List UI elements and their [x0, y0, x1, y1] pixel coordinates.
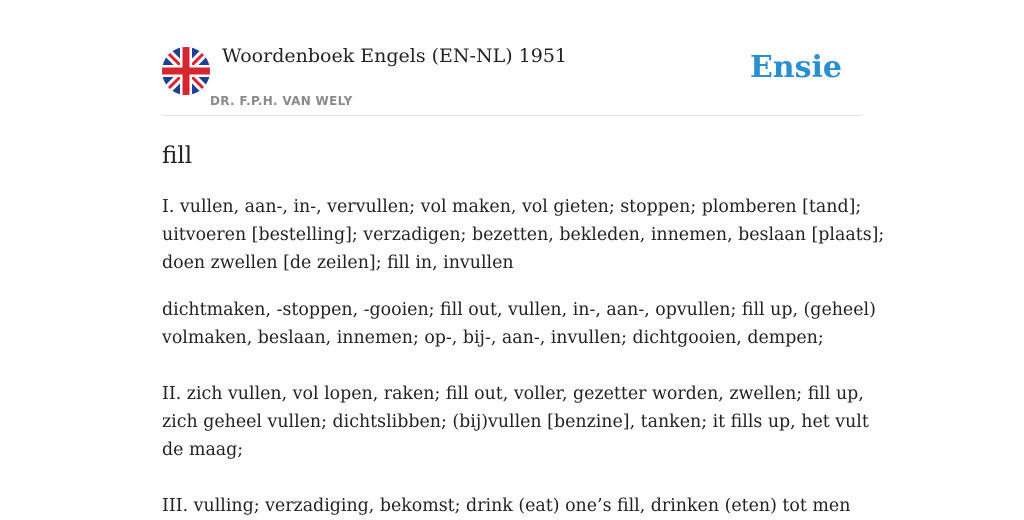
- definition-line: zich geheel vullen; dichtslibben; (bij)vullen [benzine], tanken; it fills up, het vult: [162, 412, 869, 432]
- definition-line: volmaken, beslaan, innemen; op-, bij-, aan-, invullen; dichtgooien, dempen;: [162, 328, 824, 348]
- ensie-logo[interactable]: Ensie: [749, 50, 842, 85]
- definitions: [162, 193, 885, 520]
- definition-line: dichtmaken, -stoppen, -gooien; fill out, vullen, in-, aan-, opvullen; fill up, (geheel): [162, 300, 876, 320]
- dictionary-title[interactable]: Woordenboek Engels (EN-NL) 1951: [222, 45, 567, 67]
- definition-paragraph: [162, 380, 869, 464]
- headword: fill: [162, 143, 193, 169]
- definition-line: III. vulling; verzadiging, bekomst; drink (eat) one’s fill, drinken (eten) tot men: [162, 496, 851, 516]
- definition-line: de maag;: [162, 440, 244, 460]
- dictionary-header: [162, 0, 862, 116]
- uk-flag-icon: [162, 47, 210, 95]
- dictionary-author[interactable]: DR. F.P.H. VAN WELY: [210, 94, 353, 108]
- definition-line: doen zwellen [de zeilen]; fill in, invullen: [162, 253, 514, 273]
- definition-line: II. zich vullen, vol lopen, raken; fill out, voller, gezetter worden, zwellen; fill up,: [162, 384, 864, 404]
- definition-line: uitvoeren [bestelling]; verzadigen; bezetten, bekleden, innemen, beslaan [plaats];: [162, 225, 885, 245]
- definition-paragraph: [162, 492, 862, 520]
- definition-paragraph: [162, 296, 876, 352]
- definition-line: I. vullen, aan-, in-, vervullen; vol maken, vol gieten; stoppen; plomberen [tand];: [162, 197, 862, 217]
- page: [162, 0, 885, 520]
- definition-paragraph: [162, 193, 885, 277]
